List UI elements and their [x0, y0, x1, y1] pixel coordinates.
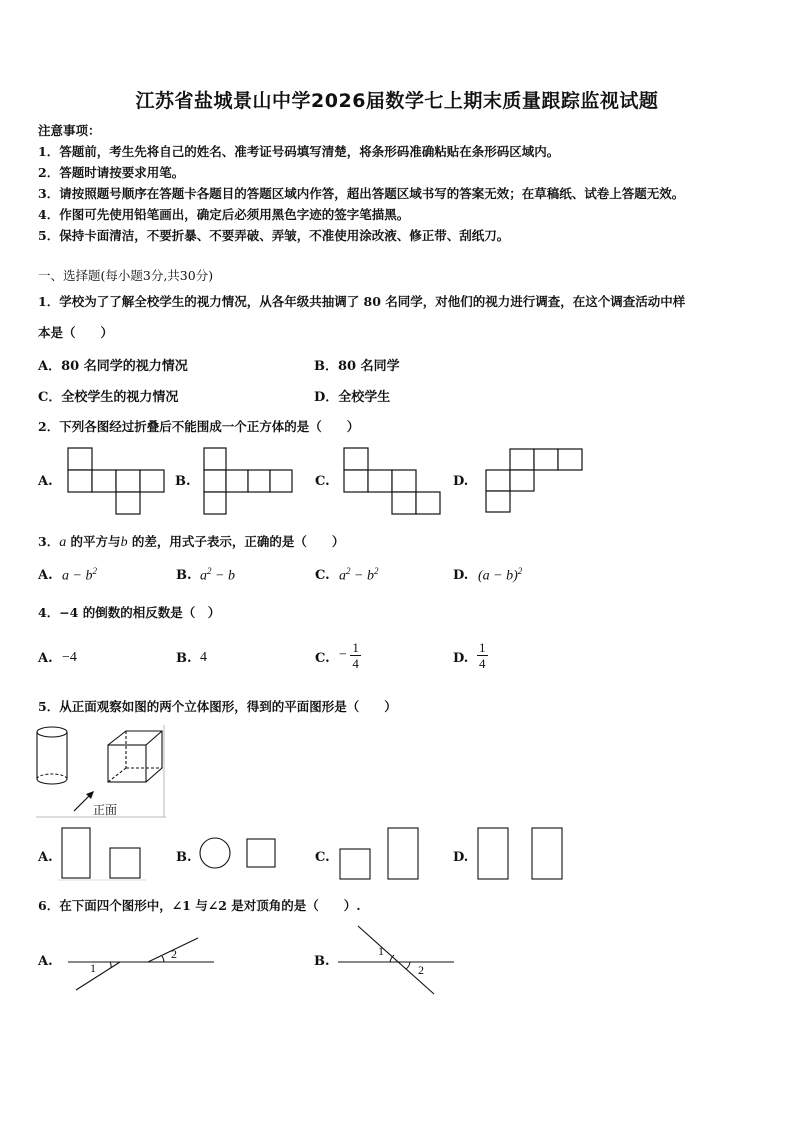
notice-item-2: 2．答题时请按要求用笔。: [38, 165, 185, 180]
q4-option-c: [339, 640, 361, 671]
front-arrow-icon: [74, 791, 94, 811]
q1-option-b: B．80 名同学: [314, 359, 400, 374]
q3-option-c-sup2: 2: [373, 566, 379, 576]
q1-stem-line2: 本是（ ）: [38, 325, 114, 340]
q6-b-angle2-label: 2: [418, 963, 424, 977]
q4-stem: 4．−4 的倒数的相反数是（ ）: [38, 605, 221, 620]
q3-option-a-text: a − b: [62, 568, 93, 584]
q3-option-b-sup: 2: [207, 566, 212, 576]
q2-stem: 2．下列各图经过折叠后不能围成一个正方体的是（ ）: [38, 419, 360, 434]
q3-option-c-mid: − b: [350, 568, 374, 584]
q4-label-b: B.: [176, 651, 192, 666]
q5-stem: 5．从正面观察如图的两个立体图形，得到的平面图形是（ ）: [38, 699, 397, 714]
q6-a-angle2-label: 2: [171, 947, 177, 961]
q3-option-c-sup1: 2: [346, 566, 351, 576]
q2-label-d: D.: [453, 474, 469, 489]
q3-label-a: A.: [38, 568, 53, 583]
q5-label-d: D.: [453, 850, 469, 865]
q6-label-b: B.: [314, 954, 330, 969]
q4-option-a: −4: [62, 650, 77, 665]
q3-option-b-tail: − b: [211, 568, 235, 584]
q4-label-a: A.: [38, 651, 53, 666]
q6-figure-b: [336, 924, 460, 996]
q2-net-b: [204, 448, 304, 518]
q2-label-b: B.: [175, 474, 191, 489]
q3-number: 3．: [38, 534, 60, 549]
q6-b-angle1-label: 1: [378, 944, 384, 958]
page-title: 江苏省盐城景山中学2026届数学七上期末质量跟踪监视试题: [135, 90, 659, 112]
q3-option-c: [339, 566, 378, 585]
q2-label-c: C.: [315, 474, 330, 489]
q3-option-a: [62, 566, 97, 585]
q3-option-c-base: a: [339, 568, 346, 584]
notice-heading: 注意事项：: [38, 123, 101, 138]
q5-option-a-shapes: [58, 826, 148, 882]
q5-front-label: 正面: [93, 803, 118, 817]
q4-option-d-num: 1: [479, 640, 486, 655]
q2-net-c: [344, 448, 444, 518]
q2-net-d: [486, 449, 586, 519]
q1-option-a: A．80 名同学的视力情况: [38, 359, 188, 374]
q2-net-a: [68, 448, 168, 518]
q3-label-b: B.: [176, 568, 192, 583]
q4-option-c-fraction: [350, 640, 361, 671]
q3-option-b: [200, 566, 235, 585]
section-heading: 一、选择题(每小题3分,共30分): [38, 268, 214, 283]
q3-stem: [38, 532, 344, 551]
q4-option-d-fraction: [477, 640, 488, 671]
q3-label-c: C.: [315, 568, 330, 583]
q1-option-c: C．全校学生的视力情况: [38, 390, 179, 405]
q5-label-b: B.: [176, 850, 192, 865]
cylinder-icon: [37, 727, 67, 784]
q4-option-c-num: 1: [352, 640, 359, 655]
q4-option-c-den: 4: [352, 656, 359, 671]
q3-var-a: a: [59, 535, 67, 550]
q3-stem-mid1: 的平方与: [66, 534, 121, 549]
q3-option-d-sup: 2: [517, 566, 523, 576]
q4-label-c: C.: [315, 651, 330, 666]
q6-stem: 6．在下面四个图形中，∠1 与∠2 是对顶角的是（ ）.: [38, 898, 361, 913]
notice-item-3: 3．请按照题号顺序在答题卡各题目的答题区域内作答，超出答题区域书写的答案无效；在草稿纸、试卷上答题无效。: [38, 186, 685, 201]
cube-icon: [108, 731, 162, 782]
q4-option-b: 4: [200, 650, 207, 665]
q4-option-d: [477, 640, 488, 671]
q3-label-d: D.: [453, 568, 469, 583]
q3-option-b-base: a: [200, 568, 207, 584]
q5-option-b-shapes: [197, 834, 287, 874]
q3-var-b: b: [120, 535, 128, 550]
q3-option-d: [478, 566, 522, 585]
q5-option-c-shapes: [336, 826, 426, 882]
q2-label-a: A.: [38, 474, 53, 489]
notice-item-5: 5．保持卡面清洁，不要折暴、不要弄破、弄皱，不准使用涂改液、修正带、刮纸刀。: [38, 228, 510, 243]
q6-label-a: A.: [38, 954, 53, 969]
q4-option-c-sign: −: [339, 647, 347, 663]
notice-item-1: 1．答题前，考生先将自己的姓名、准考证号码填写清楚，将条形码准确粘贴在条形码区域内。: [38, 144, 560, 159]
q3-option-d-text: (a − b): [478, 568, 518, 584]
q5-label-a: A.: [38, 850, 53, 865]
q3-option-a-sup: 2: [92, 566, 97, 576]
notice-item-4: 4．作图可先使用铅笔画出，确定后必须用黑色字迹的签字笔描黑。: [38, 207, 410, 222]
q6-a-angle1-label: 1: [90, 961, 96, 975]
q1-stem-line1: 1．学校为了了解全校学生的视力情况，从各年级共抽调了 80 名同学，对他们的视力进行调查，在这个调查活动中样: [38, 294, 686, 309]
q5-label-c: C.: [315, 850, 330, 865]
q3-stem-mid2: 的差，用式子表示，正确的是（ ）: [127, 534, 345, 549]
q6-figure-a: [64, 932, 220, 996]
q5-option-d-shapes: [474, 826, 569, 882]
q4-option-d-den: 4: [479, 656, 486, 671]
q1-option-d: D．全校学生: [314, 390, 391, 405]
q4-label-d: D.: [453, 651, 469, 666]
